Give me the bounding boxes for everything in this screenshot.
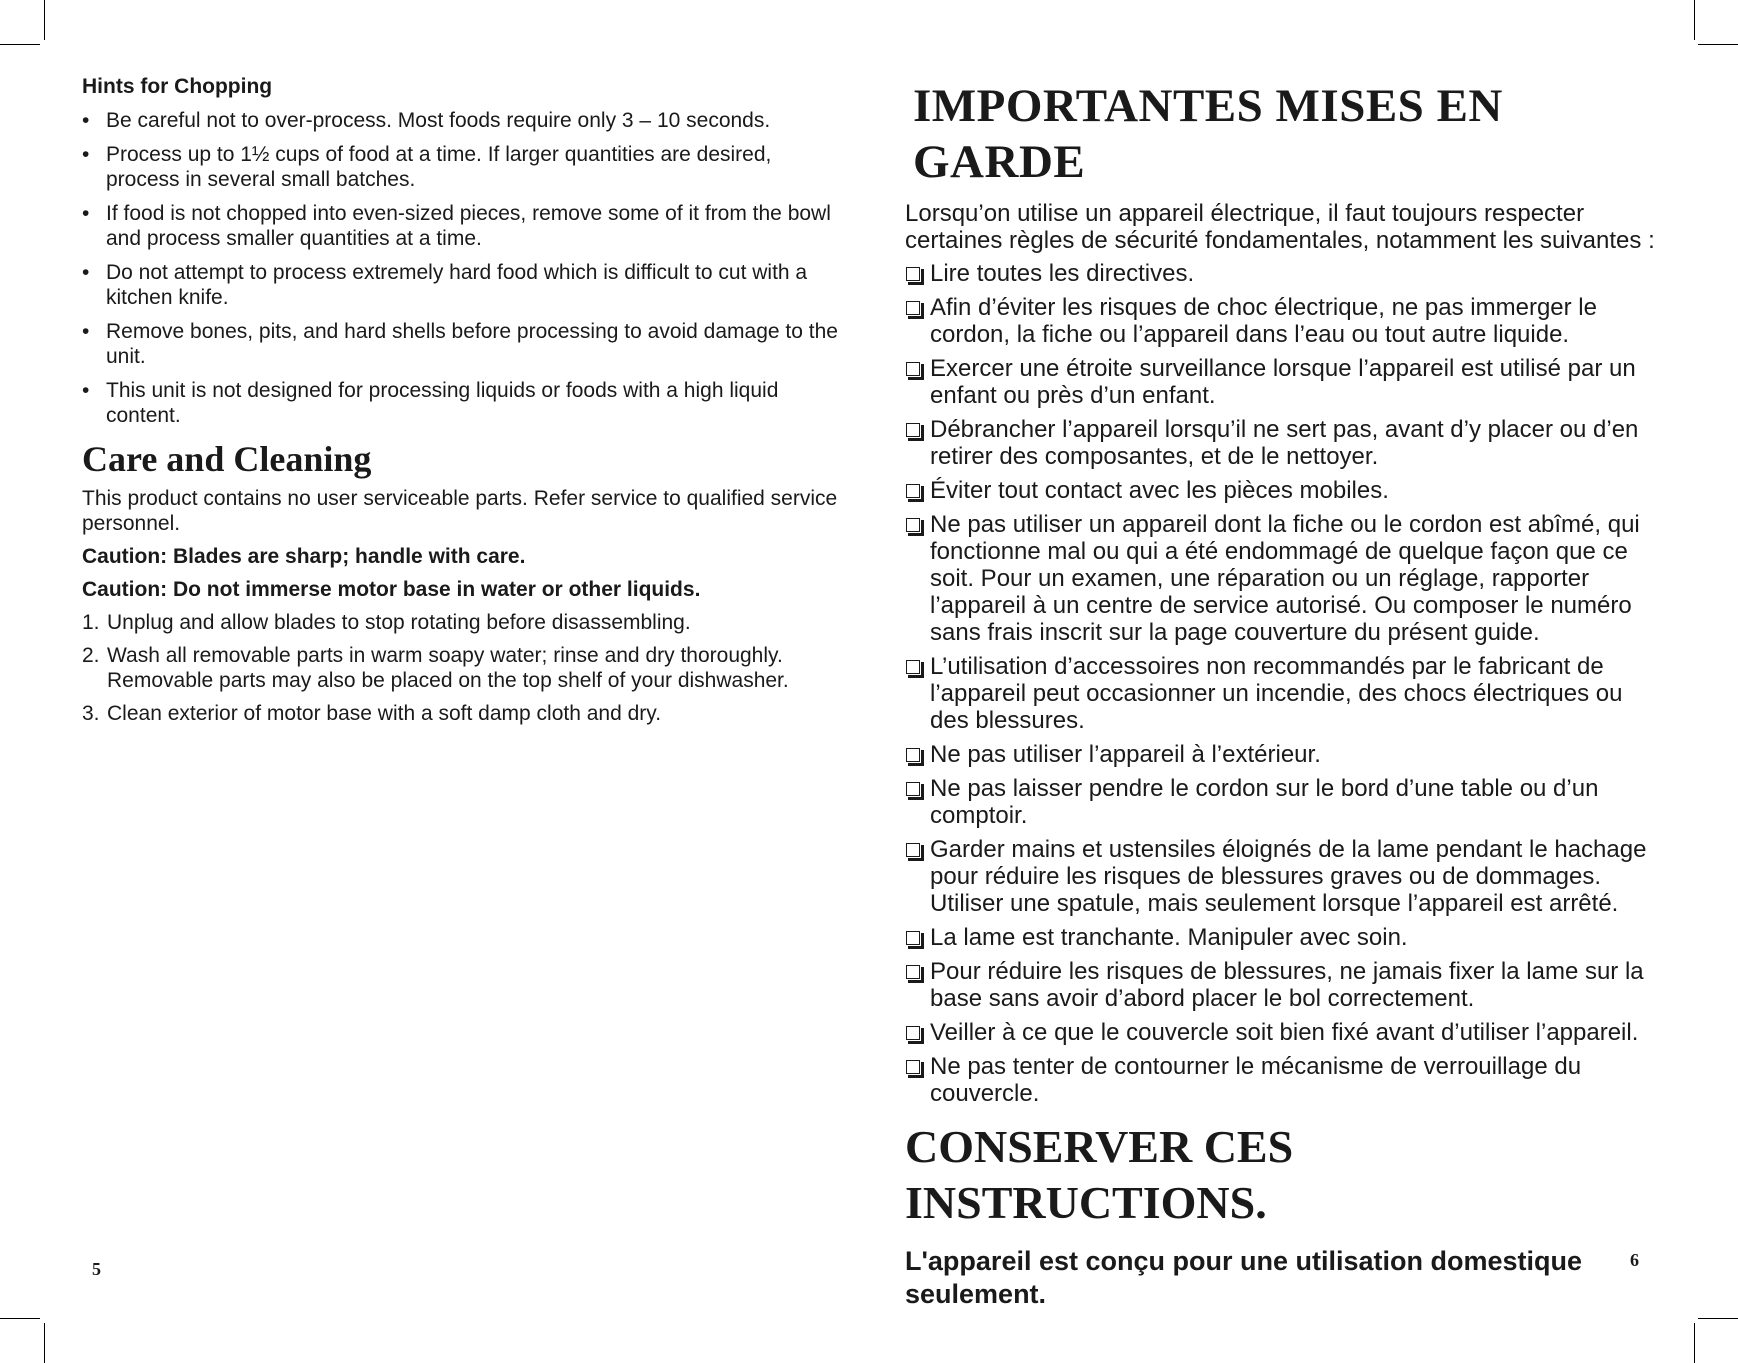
hint-item: • Do not attempt to process extremely hard food which is difficult to cut with a kitchen knife. [82, 261, 808, 309]
safeguard-item: Ne pas laisser pendre le cordon sur le bord d’une table ou d’un comptoir. [905, 775, 1665, 829]
safeguard-item: Lire toutes les directives. [905, 260, 1665, 287]
checkbox-icon [906, 1060, 920, 1074]
checkbox-icon [906, 660, 920, 674]
checkbox-icon [906, 423, 920, 437]
safeguard-item: La lame est tranchante. Manipuler avec soin. [905, 924, 1665, 951]
checkbox-icon [906, 518, 920, 532]
crop-mark [1698, 1318, 1738, 1319]
crop-mark [1694, 1323, 1695, 1363]
step-number: 2. [82, 644, 100, 667]
hint-item: • This unit is not designed for processing liquids or foods with a high liquid content. [82, 379, 779, 427]
crop-mark [44, 1323, 45, 1363]
safeguard-item: Garder mains et ustensiles éloignés de la lame pendant le hachage pour réduire les risques de blessures graves ou de dommages. Utiliser une spatule, mais seulement lorsque l’appareil est arrêté. [905, 836, 1665, 917]
caution-blades: Caution: Blades are sharp; handle with care. [82, 545, 526, 568]
bullet-icon: • [82, 261, 90, 284]
bullet-icon: • [82, 143, 90, 166]
page-number-right: 6 [1630, 1250, 1639, 1270]
safeguards-list [905, 260, 1665, 1107]
keep-instructions-title: CONSERVER CES INSTRUCTIONS. [905, 1121, 1294, 1228]
household-use-notice: L'appareil est conçu pour une utilisation domestique seulement. [905, 1246, 1583, 1309]
checkbox-icon [906, 843, 920, 857]
step-number: 1. [82, 611, 100, 634]
safeguard-item: Éviter tout contact avec les pièces mobiles. [905, 477, 1665, 504]
hint-item: • Remove bones, pits, and hard shells before processing to avoid damage to the unit. [82, 320, 838, 368]
crop-mark [1698, 44, 1738, 45]
step-number: 3. [82, 702, 100, 725]
checkbox-icon [906, 484, 920, 498]
care-intro: This product contains no user serviceable parts. Refer service to qualified service personnel. [82, 487, 838, 535]
safeguard-item: L’utilisation d’accessoires non recommandés par le fabricant de l’appareil peut occasionner un incendie, des chocs électriques ou des blessures. [905, 653, 1665, 734]
safeguard-item: Ne pas utiliser un appareil dont la fiche ou le cordon est abîmé, qui fonctionne mal ou qui a été endommagé de quelque façon que ce soit. Pour un examen, une réparation ou un réglage, rapporter l’appareil à un centre de service autorisé. Ou composer le numéro sans frais inscrit sur la page couverture du présent guide. [905, 511, 1665, 646]
safeguard-item: Veiller à ce que le couvercle soit bien fixé avant d’utiliser l’appareil. [905, 1019, 1665, 1046]
checkbox-icon [906, 301, 920, 315]
safeguard-item: Pour réduire les risques de blessures, ne jamais fixer la lame sur la base sans avoir d’abord placer le bol correctement. [905, 958, 1665, 1012]
checkbox-icon [906, 931, 920, 945]
care-title: Care and Cleaning [82, 439, 372, 479]
checkbox-icon [906, 267, 920, 281]
left-page [82, 74, 842, 734]
checkbox-icon [906, 782, 920, 796]
safeguards-intro: Lorsqu’on utilise un appareil électrique, il faut toujours respecter certaines règles de sécurité fondamentales, notamment les suivantes : [905, 200, 1655, 254]
checkbox-icon [906, 748, 920, 762]
bullet-icon: • [82, 109, 90, 132]
step-item: 3. Clean exterior of motor base with a soft damp cloth and dry. [82, 702, 662, 725]
hint-item: • If food is not chopped into even-sized pieces, remove some of it from the bowl and process smaller quantities at a time. [82, 202, 831, 250]
hint-item: • Process up to 1½ cups of food at a time. If larger quantities are desired, process in several small batches. [82, 143, 772, 191]
safeguard-item: Débrancher l’appareil lorsqu’il ne sert pas, avant d’y placer ou d’en retirer des composantes, et de le nettoyer. [905, 416, 1665, 470]
step-item: 2. Wash all removable parts in warm soapy water; rinse and dry thoroughly. Removable parts may also be placed on the top shelf of your dishwasher. [82, 644, 789, 692]
crop-mark [0, 44, 40, 45]
crop-mark [44, 0, 45, 40]
step-item: 1. Unplug and allow blades to stop rotating before disassembling. [82, 611, 691, 634]
safeguard-item: Ne pas tenter de contourner le mécanisme de verrouillage du couvercle. [905, 1053, 1665, 1107]
bullet-icon: • [82, 379, 90, 402]
page-number-left: 5 [92, 1259, 101, 1279]
right-page [905, 78, 1665, 1311]
bullet-icon: • [82, 202, 90, 225]
hints-list [82, 108, 842, 428]
bullet-icon: • [82, 320, 90, 343]
crop-mark [0, 1318, 40, 1319]
crop-mark [1694, 0, 1695, 40]
safeguard-item: Afin d’éviter les risques de choc électrique, ne pas immerger le cordon, la fiche ou l’appareil dans l’eau ou tout autre liquide. [905, 294, 1665, 348]
hints-title: Hints for Chopping [82, 75, 273, 98]
safeguards-title: IMPORTANTES MISES EN GARDE [913, 80, 1503, 188]
safeguard-item: Ne pas utiliser l’appareil à l’extérieur. [905, 741, 1665, 768]
checkbox-icon [906, 965, 920, 979]
caution-immerse: Caution: Do not immerse motor base in water or other liquids. [82, 578, 701, 601]
checkbox-icon [906, 362, 920, 376]
hint-item: • Be careful not to over-process. Most foods require only 3 – 10 seconds. [82, 109, 771, 132]
safeguard-item: Exercer une étroite surveillance lorsque l’appareil est utilisé par un enfant ou près d’un enfant. [905, 355, 1665, 409]
checkbox-icon [906, 1026, 920, 1040]
cleaning-steps [82, 610, 842, 726]
